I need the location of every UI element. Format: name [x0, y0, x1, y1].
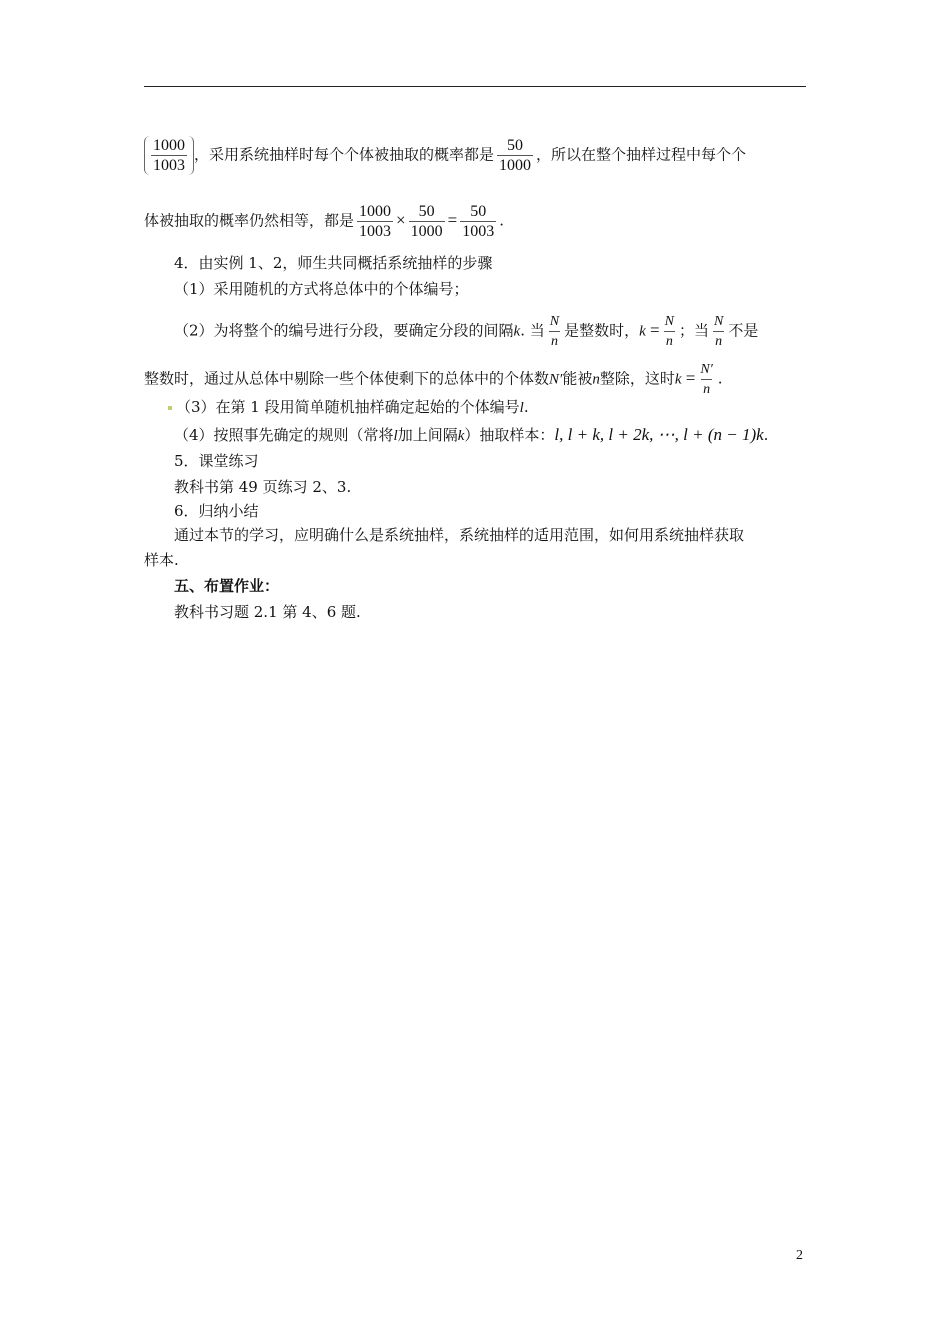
fraction-N-n: $\frac{N}{n}$ — [549, 314, 560, 349]
step2-text-b: . 当 — [520, 321, 545, 340]
line1-text-a: ，采用系统抽样时每个个体被抽取的概率都是 — [194, 145, 495, 164]
step2b-text-a: 整数时，通过从总体中剔除一些个体使剩下的总体中的个体数 — [144, 369, 550, 388]
fraction-50-1000: $\frac{50}{1000}$ — [499, 137, 532, 174]
var-l-2: l — [393, 428, 398, 444]
times-sign: × — [396, 210, 406, 230]
var-k: k — [513, 323, 521, 340]
var-N-prime: N′ — [549, 371, 563, 388]
page-number: 2 — [796, 1248, 803, 1263]
var-k-2: k — [639, 323, 646, 340]
step-1: （1）采用随机的方式将总体中的个体编号； — [174, 280, 469, 298]
step4-text-a: （4）按照事先确定的规则（常将 — [174, 426, 394, 444]
var-k-4: k — [457, 428, 465, 444]
step2-text-a: （2）为将整个的编号进行分段，要确定分段的间隔 — [174, 321, 514, 340]
step4-text-b: 加上间隔 — [397, 426, 458, 444]
fraction-3: $\frac{50}{1003}$ — [462, 203, 495, 240]
step2b-text-c: 整除，这时 — [599, 369, 675, 388]
header-rule — [144, 86, 806, 87]
fraction-Nprime-n: $\frac{N'}{n}$ — [700, 362, 713, 397]
fraction-N-n-3: $\frac{N}{n}$ — [714, 314, 724, 349]
var-l: l — [519, 400, 524, 416]
bracket-fraction: $\frac{1000}{1003}$ — [144, 136, 194, 175]
paragraph-line-2 — [144, 202, 806, 241]
step2-text-c: 是整数时， — [564, 321, 640, 340]
paragraph-line-1 — [144, 136, 806, 175]
section-heading-homework: 五、布置作业： — [174, 577, 280, 595]
item-6: 6．归纳小结 — [174, 502, 259, 520]
period-3: . — [523, 398, 529, 416]
sample-formula: l, l + k, l + 2k, ⋯, l + (n − 1)k — [554, 425, 764, 444]
line2-text: 体被抽取的概率仍然相等，都是 — [144, 211, 355, 230]
var-k-3: k — [674, 371, 682, 388]
step3-text: （3）在第 1 段用简单随机抽样确定起始的个体编号 — [176, 398, 520, 416]
summary-line-1: 通过本节的学习，应明确什么是系统抽样，系统抽样的适用范围，如何用系统抽样获取 — [174, 526, 745, 544]
fraction-N-n-2: $\frac{N}{n}$ — [664, 314, 674, 349]
homework-text: 教科书习题 2.1 第 4、6 题. — [174, 603, 361, 621]
step-2 — [174, 312, 836, 351]
equals-sign: = — [447, 210, 458, 230]
step-2-continued — [144, 360, 806, 399]
fraction-2: $\frac{50}{1000}$ — [410, 203, 443, 240]
equals-sign-3: = — [681, 368, 696, 388]
period-2: . — [717, 369, 723, 388]
step4-text-c: ）抽取样本： — [464, 426, 555, 444]
step2-text-d: ；当 — [678, 321, 709, 340]
period-4: . — [763, 426, 769, 444]
bullet-dot — [168, 406, 172, 410]
line1-text-b: ，所以在整个抽样过程中每个个 — [536, 145, 747, 164]
fraction-1: $\frac{1000}{1003}$ — [359, 203, 392, 240]
summary-line-2: 样本. — [144, 551, 179, 569]
item-5: 5．课堂练习 — [174, 452, 259, 470]
step2-text-e: 不是 — [728, 321, 759, 340]
equals-sign-2: = — [645, 320, 660, 340]
item-4: 4．由实例 1、2，师生共同概括系统抽样的步骤 — [174, 254, 493, 272]
step-3 — [168, 396, 830, 419]
item-5-body: 教科书第 49 页练习 2、3. — [174, 478, 352, 496]
step2b-text-b: 能被 — [562, 369, 593, 388]
period: . — [499, 211, 504, 230]
step-4 — [174, 424, 836, 447]
var-n: n — [592, 371, 600, 388]
